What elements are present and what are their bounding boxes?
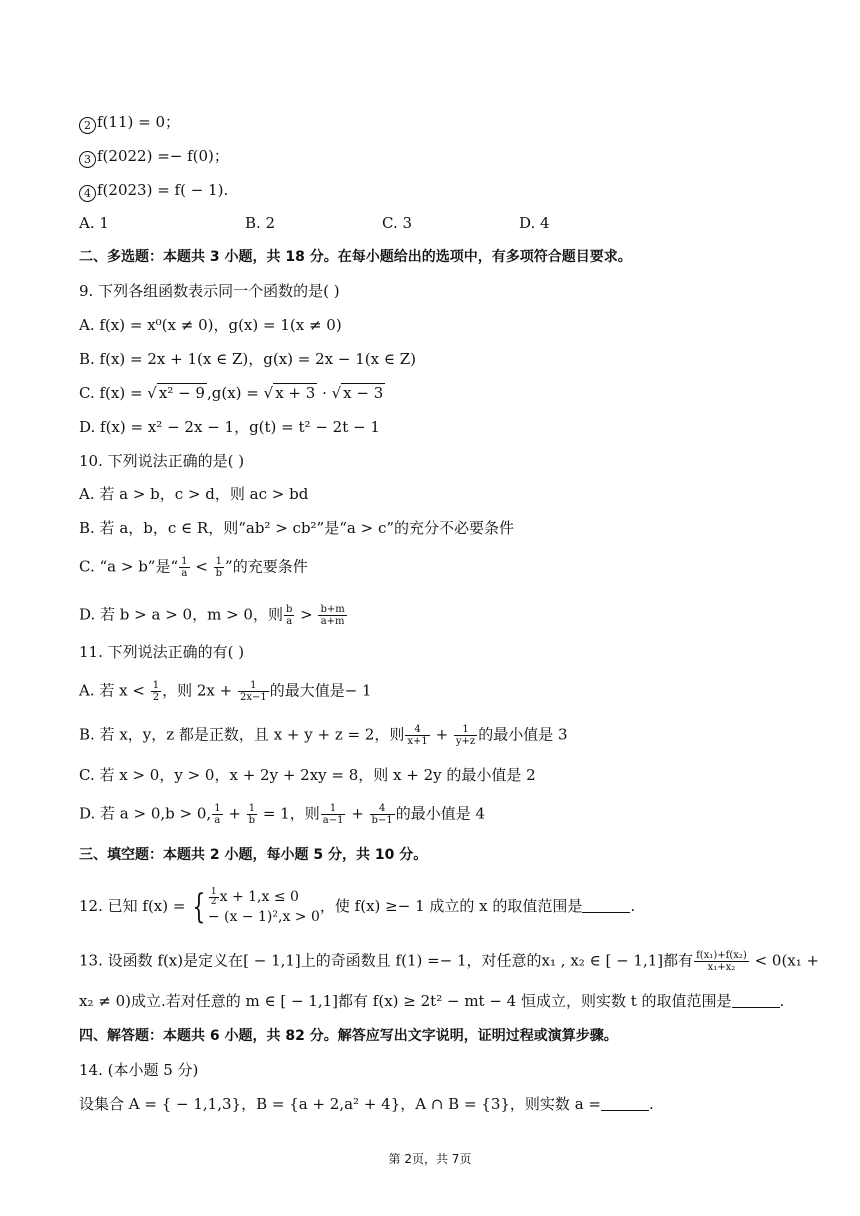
answer-blank[interactable] [732, 993, 780, 1008]
q13-prefix: 13. 设函数 f(x)是定义在[ − 1,1]上的奇函数且 f(1) =− 1，对任意的x₁ , x₂ ∈ [ − 1,1]都有 [79, 951, 694, 970]
denominator: a+m [320, 616, 345, 627]
q11-d-mid: = 1，则 [258, 804, 320, 823]
fraction [209, 888, 219, 907]
choice-d: D. 4 [519, 214, 550, 232]
denominator: x+1 [407, 736, 428, 747]
q11-d-prefix: D. 若 a > 0,b > 0, [79, 804, 212, 823]
denominator: b [248, 815, 256, 826]
q13-line-2 [79, 991, 784, 1011]
q13-line2-text: x₂ ≠ 0)成立.若对任意的 m ∈ [ − 1,1]都有 f(x) ≥ 2t² − mt − 4 恒成立，则实数 t 的取值范围是 [79, 992, 732, 1010]
circled-number: 4 [79, 185, 96, 202]
numerator: 1 [214, 803, 221, 814]
q11-d-plus2: + [346, 804, 369, 823]
denominator: 2 [210, 896, 217, 907]
q8-item-3-text: f(2022) =− f(0)； [97, 147, 229, 165]
choice-b: B. 2 [245, 214, 276, 232]
fraction [212, 803, 222, 826]
q9-option-c [79, 383, 385, 403]
numerator: 1 [247, 803, 257, 815]
q14-body-text: 设集合 A = { − 1,1,3}，B = {a + 2,a² + 4}，A ∩ B = {3}，则实数 a = [79, 1095, 601, 1113]
q11-d-plus: + [223, 804, 246, 823]
q14-end: . [648, 1095, 654, 1113]
case-1-text: x + 1,x ≤ 0 [219, 889, 299, 905]
q8-item-4-text: f(2023) = f( − 1). [97, 181, 229, 199]
q8-item-2-text: f(11) = 0； [97, 113, 180, 131]
choice-a: A. 1 [79, 214, 109, 232]
denominator: b [215, 568, 223, 579]
numerator: b+m [320, 604, 345, 615]
answer-blank[interactable] [582, 898, 630, 913]
q11-stem: 11. 下列说法正确的有( ) [79, 643, 245, 661]
fraction [370, 803, 395, 826]
q10-option-a: A. 若 a > b，c > d，则 ac > bd [79, 485, 309, 503]
q11-d-suffix: 的最小值是 4 [395, 804, 486, 823]
q10-stem: 10. 下列说法正确的是( ) [79, 452, 245, 470]
q10-option-d [79, 604, 348, 627]
q12 [79, 886, 635, 930]
q13-line-1 [79, 950, 819, 973]
fraction [247, 803, 257, 826]
q11-b-suffix: 的最小值是 3 [478, 725, 568, 744]
q8-item-3 [79, 146, 229, 168]
section-heading-multiple-choice: 二、多选题：本题共 3 小题，共 18 分。在每小题给出的选项中，有多项符合题目要求。 [79, 249, 632, 265]
denominator: a−1 [322, 815, 344, 826]
radicand: x² − 9 [158, 384, 205, 402]
numerator: 4 [405, 724, 429, 736]
numerator: 1 [181, 556, 188, 567]
q10-c-lt: < [190, 557, 213, 576]
q10-c-prefix: C. “a > b”是“ [79, 557, 179, 576]
q10-d-gt: > [295, 605, 318, 624]
numerator: 1 [152, 680, 160, 691]
answer-blank[interactable] [601, 1096, 649, 1111]
q10-c-suffix: ”的充要条件 [225, 557, 308, 576]
q8-item-4 [79, 180, 228, 202]
circled-number: 3 [79, 151, 96, 168]
q9-option-b: B. f(x) = 2x + 1(x ∈ Z)，g(x) = 2x − 1(x ∈ Z) [79, 350, 417, 368]
q9-c-mid: ,g(x) = √ [206, 384, 274, 402]
page-footer: 第 2页，共 7页 [388, 1152, 472, 1166]
circled-number: 2 [79, 117, 96, 134]
radicand: x − 3 [343, 384, 384, 402]
fraction [454, 724, 477, 747]
q10-option-c [79, 556, 308, 579]
q11-b-plus: + [430, 725, 453, 744]
case-2: − (x − 1)²,x > 0 [207, 909, 320, 925]
q11-option-c: C. 若 x > 0，y > 0，x + 2y + 2xy = 8，则 x + 2y 的最小值是 2 [79, 766, 536, 784]
numerator: f(x₁)+f(x₂) [696, 950, 747, 961]
q11-a-prefix: A. 若 x < [79, 681, 150, 700]
denominator: x₁+x₂ [707, 962, 736, 973]
fraction [238, 680, 269, 703]
q10-option-b: B. 若 a，b，c ∈ R，则“ab² > cb²”是“a > c”的充分不必要条件 [79, 519, 515, 537]
numerator: 1 [214, 556, 224, 568]
denominator: y+z [455, 736, 476, 747]
q12-prefix: 12. 已知 f(x) = [79, 897, 191, 915]
denominator: b−1 [371, 815, 393, 826]
denominator: a [286, 616, 293, 627]
q9-c-dot: · √ [317, 384, 342, 402]
q11-option-d [79, 803, 485, 826]
fraction [321, 803, 346, 826]
fraction [694, 950, 749, 973]
numerator: 4 [370, 803, 395, 815]
q13-end: . [779, 992, 785, 1010]
q9-option-d: D. f(x) = x² − 2x − 1，g(t) = t² − 2t − 1 [79, 418, 380, 436]
radicand: x + 3 [275, 384, 316, 402]
q12-end: . [630, 897, 636, 915]
q14-body [79, 1094, 654, 1114]
fraction [405, 724, 429, 747]
left-brace: { [192, 887, 206, 927]
choice-c: C. 3 [382, 214, 413, 232]
q14-stem: 14. (本小题 5 分) [79, 1061, 199, 1079]
numerator: 1 [321, 803, 346, 815]
fraction [179, 556, 189, 579]
denominator: 2 [152, 692, 160, 703]
fraction [214, 556, 224, 579]
q8-choices [79, 213, 550, 233]
q9-option-a: A. f(x) = x⁰(x ≠ 0)，g(x) = 1(x ≠ 0) [79, 316, 342, 334]
denominator: 2x−1 [239, 692, 267, 703]
case-1 [208, 887, 320, 907]
numerator: 1 [210, 886, 217, 897]
q11-option-b [79, 724, 568, 747]
section-heading-solutions: 四、解答题：本题共 6 小题，共 82 分。解答应写出文字说明，证明过程或演算步骤。 [79, 1028, 618, 1044]
fraction [151, 680, 161, 703]
q11-b-prefix: B. 若 x，y，z 都是正数，且 x + y + z = 2，则 [79, 725, 405, 744]
q9-c-prefix: C. f(x) = √ [79, 384, 157, 402]
numerator: 1 [454, 724, 477, 736]
numerator: 1 [238, 680, 269, 692]
q11-a-suffix: 的最大值是− 1 [269, 681, 372, 700]
denominator: a [214, 815, 221, 826]
piecewise-cases [208, 887, 320, 927]
q11-option-a [79, 680, 372, 703]
q12-suffix: ，使 f(x) ≥− 1 成立的 x 的取值范围是 [319, 897, 583, 915]
fraction [284, 604, 294, 627]
numerator: b [285, 604, 293, 615]
q13-line1-suffix: < 0(x₁ + [749, 951, 820, 970]
q8-item-2 [79, 112, 180, 134]
denominator: a [181, 568, 188, 579]
q10-d-prefix: D. 若 b > a > 0，m > 0，则 [79, 605, 283, 624]
q9-stem: 9. 下列各组函数表示同一个函数的是( ) [79, 282, 340, 300]
q11-a-mid: ，则 2x + [162, 681, 237, 700]
fraction [318, 604, 346, 627]
section-heading-fill-in: 三、填空题：本题共 2 小题，每小题 5 分，共 10 分。 [79, 847, 428, 863]
